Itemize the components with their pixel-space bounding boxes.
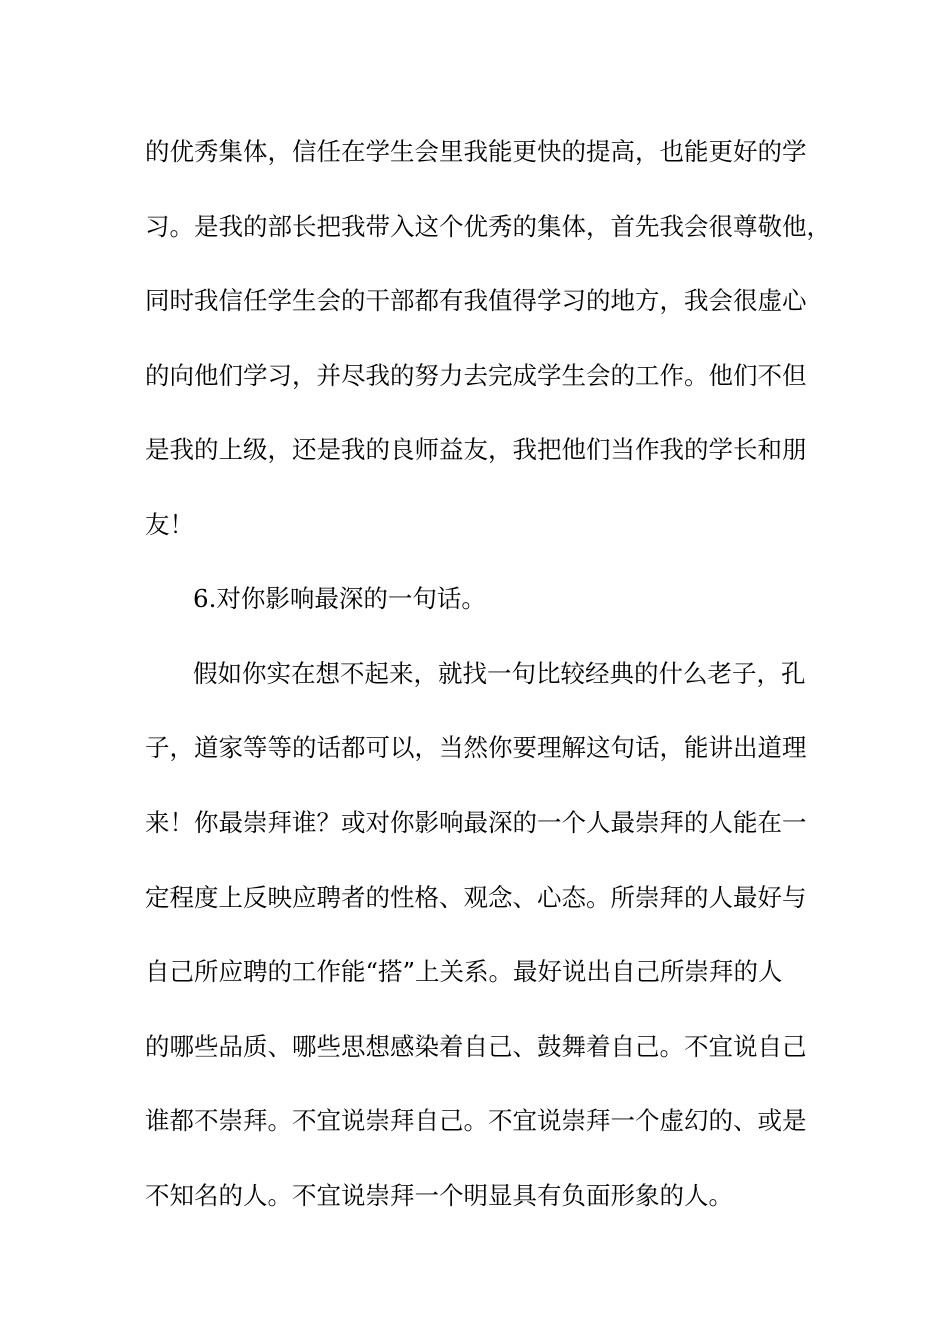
text-line: 谁都不崇拜。不宜说崇拜自己。不宜说崇拜一个虚幻的、或是: [145, 1106, 807, 1135]
text-line: 友！: [145, 510, 194, 539]
text-line: 假如你实在想不起来，就找一句比较经典的什么老子，孔: [193, 659, 806, 688]
text-line: 不知名的人。不宜说崇拜一个明显具有负面形象的人。: [145, 1181, 733, 1210]
text-line: 子，道家等等的话都可以，当然你要理解这句话，能讲出道理: [145, 733, 807, 762]
text-line: 的向他们学习，并尽我的努力去完成学生会的工作。他们不但: [145, 361, 807, 390]
text-line: 定程度上反映应聘者的性格、观念、心态。所崇拜的人最好与: [145, 883, 807, 912]
text-line: 的哪些品质、哪些思想感染着自己、鼓舞着自己。不宜说自己: [145, 1032, 807, 1061]
text-line: 习。是我的部长把我带入这个优秀的集体，首先我会很尊敬他，: [145, 212, 831, 241]
text-line: 同时我信任学生会的干部都有我值得学习的地方，我会很虚心: [145, 286, 807, 315]
text-line: 自己所应聘的工作能“搭”上关系。最好说出自己所崇拜的人: [145, 957, 783, 986]
text-line: 的优秀集体，信任在学生会里我能更快的提高，也能更好的学: [145, 137, 807, 166]
text-line: 是我的上级，还是我的良师益友，我把他们当作我的学长和朋: [145, 435, 807, 464]
text-line: 来！你最崇拜谁？或对你影响最深的一个人最崇拜的人能在一: [145, 808, 807, 837]
section-heading: 6.对你影响最深的一句话。: [193, 584, 486, 613]
